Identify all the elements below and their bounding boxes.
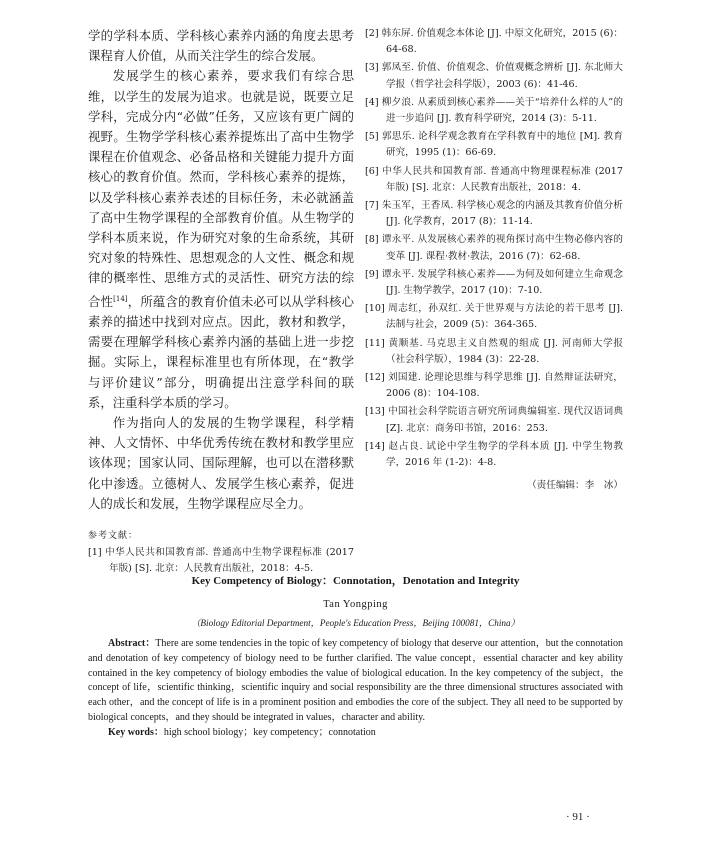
english-title: Key Competency of Biology：Connotation，Denotation and Integrity: [191, 575, 520, 587]
english-affiliation: （Biology Editorial Department，People's Education Press，Beijing 100081，China）: [191, 618, 520, 628]
left-column: [88, 26, 354, 579]
citation-marker[interactable]: [14]: [113, 294, 128, 303]
abstract-text: There are some tendencies in the topic of key competency of biology that deserve our attention，but the connotation and denotation of key competency of biology need to be further clarified. The value concept，essential character and key ability contained in the key competency of biology embodies the value of biological education. In the key competency of the subject，the concept of life，scientific thinking，scientific inquiry and social responsibility are the three dimensional structures associated with each other，and the concept of life is in a prominent position and embodies the core of the subject. They all need to be supported by biological concepts，and they should be integrated in values，character and ability.: [88, 638, 623, 723]
right-column: [365, 26, 623, 497]
english-abstract-block: [88, 572, 623, 741]
keywords-label: Key words：: [108, 726, 164, 738]
reference-item: [2] 韩东屏. 价值观念本体论 [J]. 中原文化研究，2015 (6)：64-68.: [365, 28, 623, 56]
body-paragraph: 发展学生的核心素养，要求我们有综合思维，以学生的发展为追求。也就是说，既要立足学科，完成分内“必做”任务，又应该有更广阔的视野。生物学学科核心素养提炼出了高中生物学课程在价值观念、必备品格和关键能力提升方面核心的教育价值。然而，学科核心素养的提炼，以及学科核心素养表述的目标任务，未必就涵盖了高中生物学课程的全部教育价值。从生物学的学科本质来说，作为研究对象的生命系统，其研究对象的特殊性、思想观念的人文性、概念和规律的概率性、思维方式的灵活性、研究方法的综合性[14]，所蕴含的教育价值未必可以从学科核心素养的描述中找到对应点。因此，教材和教学，需要在理解学科核心素养内涵的基础上进一步挖掘。实际上，课程标准里也有所体现，在“教学与评价建议”部分，明确提出注意学科间的联系，注重科学本质的学习。: [88, 68, 355, 410]
reference-item: [3] 郭凤至. 价值、价值观念、价值观概念辨析 [J]. 东北师大学报（哲学社会科学版），2003 (6)：41-46.: [365, 62, 623, 90]
reference-item: [7] 朱玉军，王香凤. 科学核心观念的内涵及其教育价值分析 [J]. 化学教育，2017 (8)：11-14.: [365, 200, 623, 228]
reference-item: [12] 刘国建. 论理论思维与科学思维 [J]. 自然辩证法研究，2006 (8)：104-108.: [365, 372, 623, 400]
reference-item: [6] 中华人民共和国教育部. 普通高中物理课程标准 (2017 年版) [S]. 北京：人民教育出版社，2018：4.: [365, 165, 623, 193]
reference-item: [5] 郭思乐. 论科学观念教育在学科教育中的地位 [M]. 教育研究，1995 (1)：66-69.: [365, 131, 623, 159]
body-paragraph: 作为指向人的发展的生物学课程，科学精神、人文情怀、中华优秀传统在教材和教学里应该体现；国家认同、国际理解，也可以在潜移默化中渗透。立德树人、发展学生核心素养，促进人的成长和发展，生物学课程应尽全力。: [88, 414, 354, 511]
reference-item: [14] 赵占良. 试论中学生物学的学科本质 [J]. 中学生物教学，2016 年 (1-2)：4-8.: [365, 440, 623, 469]
keywords-text: high school biology；key competency；connotation: [163, 726, 376, 738]
references-title: 参考文献：: [88, 531, 139, 541]
english-author: Tan Yongping: [323, 599, 388, 610]
abstract-label: Abstract：: [108, 638, 156, 649]
reference-item: [4] 柳夕浪. 从素质到核心素养——关于“培养什么样的人”的进一步追问 [J]. 教育科学研究，2014 (3)：5-11.: [365, 96, 623, 125]
reference-item: [11] 黄顺基. 马克思主义自然观的组成 [J]. 河南师大学报（社会科学版），1984 (3)：22-28.: [365, 337, 623, 365]
body-paragraph: 学的学科本质、学科核心素养内涵的角度去思考课程育人价值，从而关注学生的综合发展。: [88, 28, 354, 64]
reference-item: [10] 周志红，孙双红. 关于世界观与方法论的若干思考 [J]. 法制与社会，2009 (5)：364-365.: [365, 303, 623, 331]
reference-item: [9] 谭永平. 发展学科核心素养——为何及如何建立生命观念 [J]. 生物学教学，2017 (10)：7-10.: [365, 268, 623, 297]
page-number: · 91 ·: [566, 811, 590, 823]
responsible-editor: （责任编辑：李 冰）: [527, 480, 623, 492]
english-keywords: [88, 726, 623, 741]
body-text: ，所蕴含的教育价值未必可以从学科核心素养的描述中找到对应点。因此，教材和教学，需要在理解学科核心素养内涵的基础上进一步挖掘。实际上，课程标准里也有所体现，在“教学与评价建议”部分，明确提出注意学科间的联系，注重科学本质的学习。: [88, 293, 355, 410]
reference-item: [1] 中华人民共和国教育部. 普通高中生物学课程标准 (2017 年版) [S]. 北京：人民教育出版社，2018：4-5.: [88, 547, 354, 574]
english-abstract: [88, 637, 623, 726]
reference-item: [8] 谭永平. 从发展核心素养的视角探讨高中生物必修内容的变革 [J]. 课程·教材·教法，2016 (7)：62-68.: [365, 234, 623, 262]
reference-item: [13] 中国社会科学院语言研究所词典编辑室. 现代汉语词典 [Z]. 北京：商务印书馆，2016：253.: [365, 406, 623, 434]
